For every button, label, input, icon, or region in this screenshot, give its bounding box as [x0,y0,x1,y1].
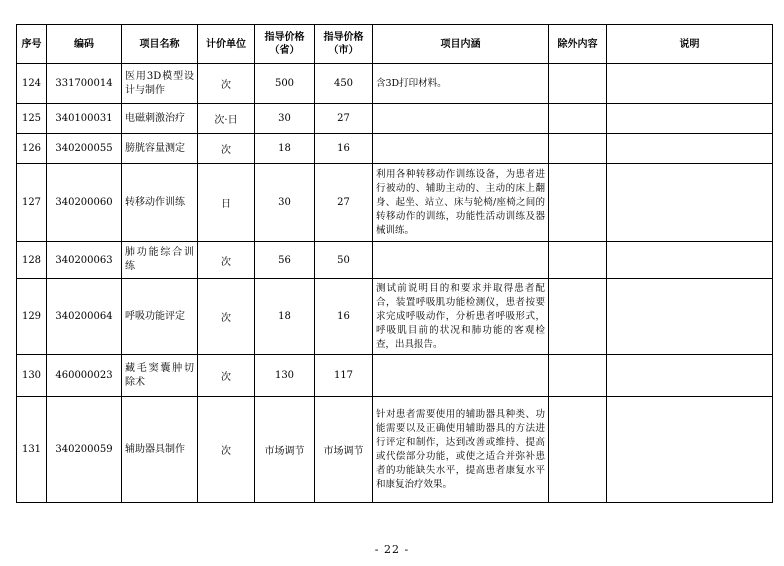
cell-unit: 次·日 [198,104,255,134]
cell-price-city: 50 [315,242,373,279]
cell-price-city: 16 [315,134,373,164]
cell-seq: 128 [17,242,47,279]
cell-note [607,104,773,134]
cell-content [373,355,549,397]
table-row [17,164,773,242]
col-header-price-prov: 指导价格（省） [255,25,315,64]
cell-excluded [549,104,607,134]
col-header-name: 项目名称 [122,25,198,64]
cell-code: 340200055 [47,134,122,164]
cell-name: 膀胱容量测定 [122,134,198,164]
table-row [17,397,773,503]
cell-name: 藏毛窦囊肿切除术 [122,355,198,397]
cell-price-prov: 130 [255,355,315,397]
cell-content [373,134,549,164]
cell-excluded [549,242,607,279]
cell-note [607,397,773,503]
cell-unit: 次 [198,355,255,397]
cell-excluded [549,279,607,355]
cell-price-prov: 18 [255,279,315,355]
cell-seq: 125 [17,104,47,134]
col-header-price-city: 指导价格（市） [315,25,373,64]
cell-code: 340200063 [47,242,122,279]
cell-price-prov: 市场调节 [255,397,315,503]
cell-unit: 次 [198,64,255,104]
cell-price-prov: 30 [255,104,315,134]
cell-content [373,104,549,134]
table-row [17,134,773,164]
cell-name: 电磁刺激治疗 [122,104,198,134]
cell-note [607,242,773,279]
cell-name: 呼吸功能评定 [122,279,198,355]
cell-price-city: 450 [315,64,373,104]
col-header-content: 项目内涵 [373,25,549,64]
cell-content: 测试前说明目的和要求并取得患者配合，装置呼吸肌功能检测仪，患者按要求完成呼吸动作，分析患者呼吸形式，呼吸肌目前的状况和肺功能的客观检查，出具报告。 [373,279,549,355]
cell-code: 340200059 [47,397,122,503]
table-row [17,279,773,355]
cell-code: 340200060 [47,164,122,242]
cell-note [607,279,773,355]
cell-excluded [549,355,607,397]
cell-price-city: 27 [315,164,373,242]
cell-code: 460000023 [47,355,122,397]
cell-excluded [549,164,607,242]
cell-unit: 次 [198,242,255,279]
col-header-code: 编码 [47,25,122,64]
cell-content: 利用各种转移动作训练设备，为患者进行被动的、辅助主动的、主动的床上翻身、起坐、站立、床与轮椅/座椅之间的转移动作的训练，功能性活动训练及器械训练。 [373,164,549,242]
cell-price-city: 16 [315,279,373,355]
cell-price-prov: 56 [255,242,315,279]
cell-excluded [549,64,607,104]
page-number: - 22 - [374,543,410,556]
header-row [17,25,773,64]
cell-code: 340100031 [47,104,122,134]
cell-excluded [549,397,607,503]
cell-seq: 127 [17,164,47,242]
cell-content: 针对患者需要使用的辅助器具种类、功能需要以及正确使用辅助器具的方法进行评定和制作，达到改善或维持、提高或代偿部分功能，或使之适合并弥补患者的功能缺失水平，提高患者康复水平和康复治疗效果。 [373,397,549,503]
cell-note [607,134,773,164]
col-header-seq: 序号 [17,25,47,64]
table-row [17,355,773,397]
cell-unit: 日 [198,164,255,242]
cell-seq: 131 [17,397,47,503]
cell-seq: 129 [17,279,47,355]
cell-price-prov: 30 [255,164,315,242]
cell-content [373,242,549,279]
cell-code: 340200064 [47,279,122,355]
cell-name: 辅助器具制作 [122,397,198,503]
table-row [17,242,773,279]
col-header-note: 说明 [607,25,773,64]
table-row [17,64,773,104]
col-header-unit: 计价单位 [198,25,255,64]
cell-seq: 124 [17,64,47,104]
cell-name: 肺功能综合训练 [122,242,198,279]
cell-unit: 次 [198,279,255,355]
cell-price-prov: 18 [255,134,315,164]
cell-price-prov: 500 [255,64,315,104]
cell-note [607,64,773,104]
cell-price-city: 27 [315,104,373,134]
cell-note [607,164,773,242]
cell-unit: 次 [198,134,255,164]
cell-name: 医用3D模型设计与制作 [122,64,198,104]
table-row [17,104,773,134]
price-table [16,24,773,503]
cell-code: 331700014 [47,64,122,104]
cell-price-city: 117 [315,355,373,397]
cell-unit: 次 [198,397,255,503]
cell-name: 转移动作训练 [122,164,198,242]
cell-content: 含3D打印材料。 [373,64,549,104]
cell-seq: 130 [17,355,47,397]
cell-price-city: 市场调节 [315,397,373,503]
cell-note [607,355,773,397]
col-header-excluded: 除外内容 [549,25,607,64]
cell-excluded [549,134,607,164]
cell-seq: 126 [17,134,47,164]
